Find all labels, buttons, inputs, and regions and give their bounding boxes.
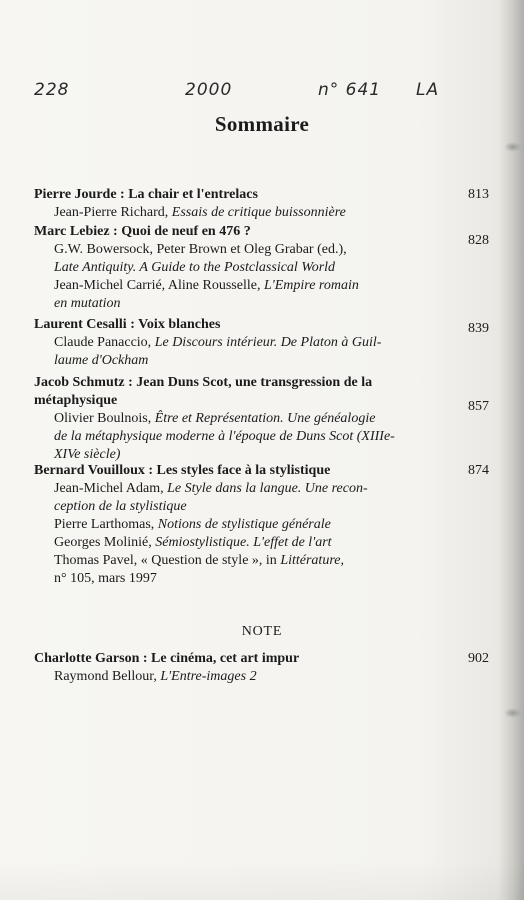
entry-heading bbox=[34, 186, 489, 204]
entry-reference bbox=[34, 410, 456, 428]
reference-title: Littérature, bbox=[280, 553, 344, 568]
reference-title: ception de la stylistique bbox=[54, 499, 187, 514]
reference-author: Jean-Pierre Richard, bbox=[54, 205, 172, 220]
entry-page-number: 813 bbox=[468, 187, 489, 202]
entry-reference bbox=[34, 498, 456, 516]
reference-author: Raymond Bellour, bbox=[54, 669, 161, 684]
entry-page-number: 839 bbox=[468, 321, 489, 336]
entry-reference bbox=[34, 352, 456, 370]
reference-author: Jean-Michel Adam, bbox=[54, 481, 168, 496]
handwritten-page-number: 228 bbox=[34, 80, 70, 100]
entry-heading bbox=[34, 462, 489, 480]
entry-reference bbox=[34, 295, 456, 313]
toc-entry bbox=[34, 650, 489, 686]
reference-author: Thomas Pavel, « Question de style », in bbox=[54, 553, 281, 568]
margin-mark bbox=[504, 142, 522, 152]
note-section-label: NOTE bbox=[241, 624, 283, 639]
reference-author: Olivier Boulnois, bbox=[54, 411, 155, 426]
entry-page-number: 828 bbox=[468, 233, 489, 248]
toc-entry bbox=[34, 462, 489, 588]
entry-reference bbox=[34, 428, 456, 446]
reference-author: Pierre Larthomas, bbox=[54, 517, 158, 532]
page-title: Sommaire bbox=[214, 112, 310, 136]
reference-title: en mutation bbox=[54, 296, 121, 311]
reference-title: L'Empire romain bbox=[263, 278, 359, 293]
reference-title: L'Entre-images 2 bbox=[160, 669, 257, 684]
entry-heading-text: métaphysique bbox=[34, 393, 118, 408]
entry-reference bbox=[34, 668, 456, 686]
entry-heading bbox=[34, 374, 456, 392]
entry-reference bbox=[34, 334, 456, 352]
reference-title: Le Discours intérieur. De Platon à Guil- bbox=[154, 335, 382, 350]
entry-heading-text: Laurent Cesalli : Voix blanches bbox=[34, 317, 221, 332]
entry-heading-text: Jacob Schmutz : Jean Duns Scot, une transgression de la bbox=[34, 375, 373, 390]
reference-title: de la métaphysique moderne à l'époque de Duns Scot (XIIIe- bbox=[54, 429, 395, 444]
entry-heading bbox=[34, 316, 489, 336]
entry-heading-text: Marc Lebiez : Quoi de neuf en 476 ? bbox=[34, 224, 251, 239]
reference-author: Claude Panaccio, bbox=[54, 335, 155, 350]
toc-entry bbox=[34, 186, 489, 222]
entry-reference bbox=[34, 552, 456, 570]
reference-title: Notions de stylistique générale bbox=[157, 517, 331, 532]
reference-title: laume d'Ockham bbox=[54, 353, 149, 368]
entry-reference bbox=[34, 259, 456, 277]
handwritten-code: LA bbox=[416, 80, 440, 100]
entry-reference bbox=[34, 277, 456, 295]
entry-heading bbox=[34, 223, 489, 248]
reference-author: G.W. Bowersock, Peter Brown et Oleg Grabar (ed.), bbox=[54, 242, 347, 257]
entry-reference bbox=[34, 534, 456, 552]
reference-author: Jean-Michel Carrié, Aline Rousselle, bbox=[54, 278, 264, 293]
reference-title: Le Style dans la langue. Une recon- bbox=[167, 481, 368, 496]
entry-reference bbox=[34, 480, 456, 498]
entry-page-number: 902 bbox=[468, 651, 489, 666]
page-bottom-fade bbox=[0, 860, 524, 900]
reference-author: Georges Molinié, bbox=[54, 535, 156, 550]
toc-entry bbox=[34, 316, 489, 370]
reference-author: n° 105, mars 1997 bbox=[54, 571, 157, 586]
entry-heading bbox=[34, 392, 489, 414]
entry-reference bbox=[34, 241, 456, 259]
reference-title: Sémiostylistique. L'effet de l'art bbox=[155, 535, 332, 550]
entry-heading-text: Pierre Jourde : La chair et l'entrelacs bbox=[34, 187, 258, 202]
entry-reference bbox=[34, 516, 456, 534]
toc-entry bbox=[34, 374, 489, 464]
margin-mark bbox=[504, 708, 522, 718]
entry-heading bbox=[34, 650, 489, 668]
entry-reference bbox=[34, 204, 456, 222]
handwritten-issue-number: n° 641 bbox=[318, 80, 382, 100]
handwritten-year: 2000 bbox=[185, 80, 233, 100]
entry-heading-text: Bernard Vouilloux : Les styles face à la stylistique bbox=[34, 463, 331, 478]
entry-heading-text: Charlotte Garson : Le cinéma, cet art impur bbox=[34, 651, 300, 666]
reference-title: Late Antiquity. A Guide to the Postclassical World bbox=[54, 260, 336, 275]
entry-page-number: 857 bbox=[468, 399, 489, 414]
entry-page-number: 874 bbox=[468, 463, 489, 478]
toc-entry bbox=[34, 223, 489, 313]
reference-title: XIVe siècle) bbox=[54, 447, 121, 462]
reference-title: Être et Représentation. Une généalogie bbox=[154, 411, 376, 426]
reference-title: Essais de critique buissonnière bbox=[171, 205, 346, 220]
entry-reference bbox=[34, 570, 456, 588]
